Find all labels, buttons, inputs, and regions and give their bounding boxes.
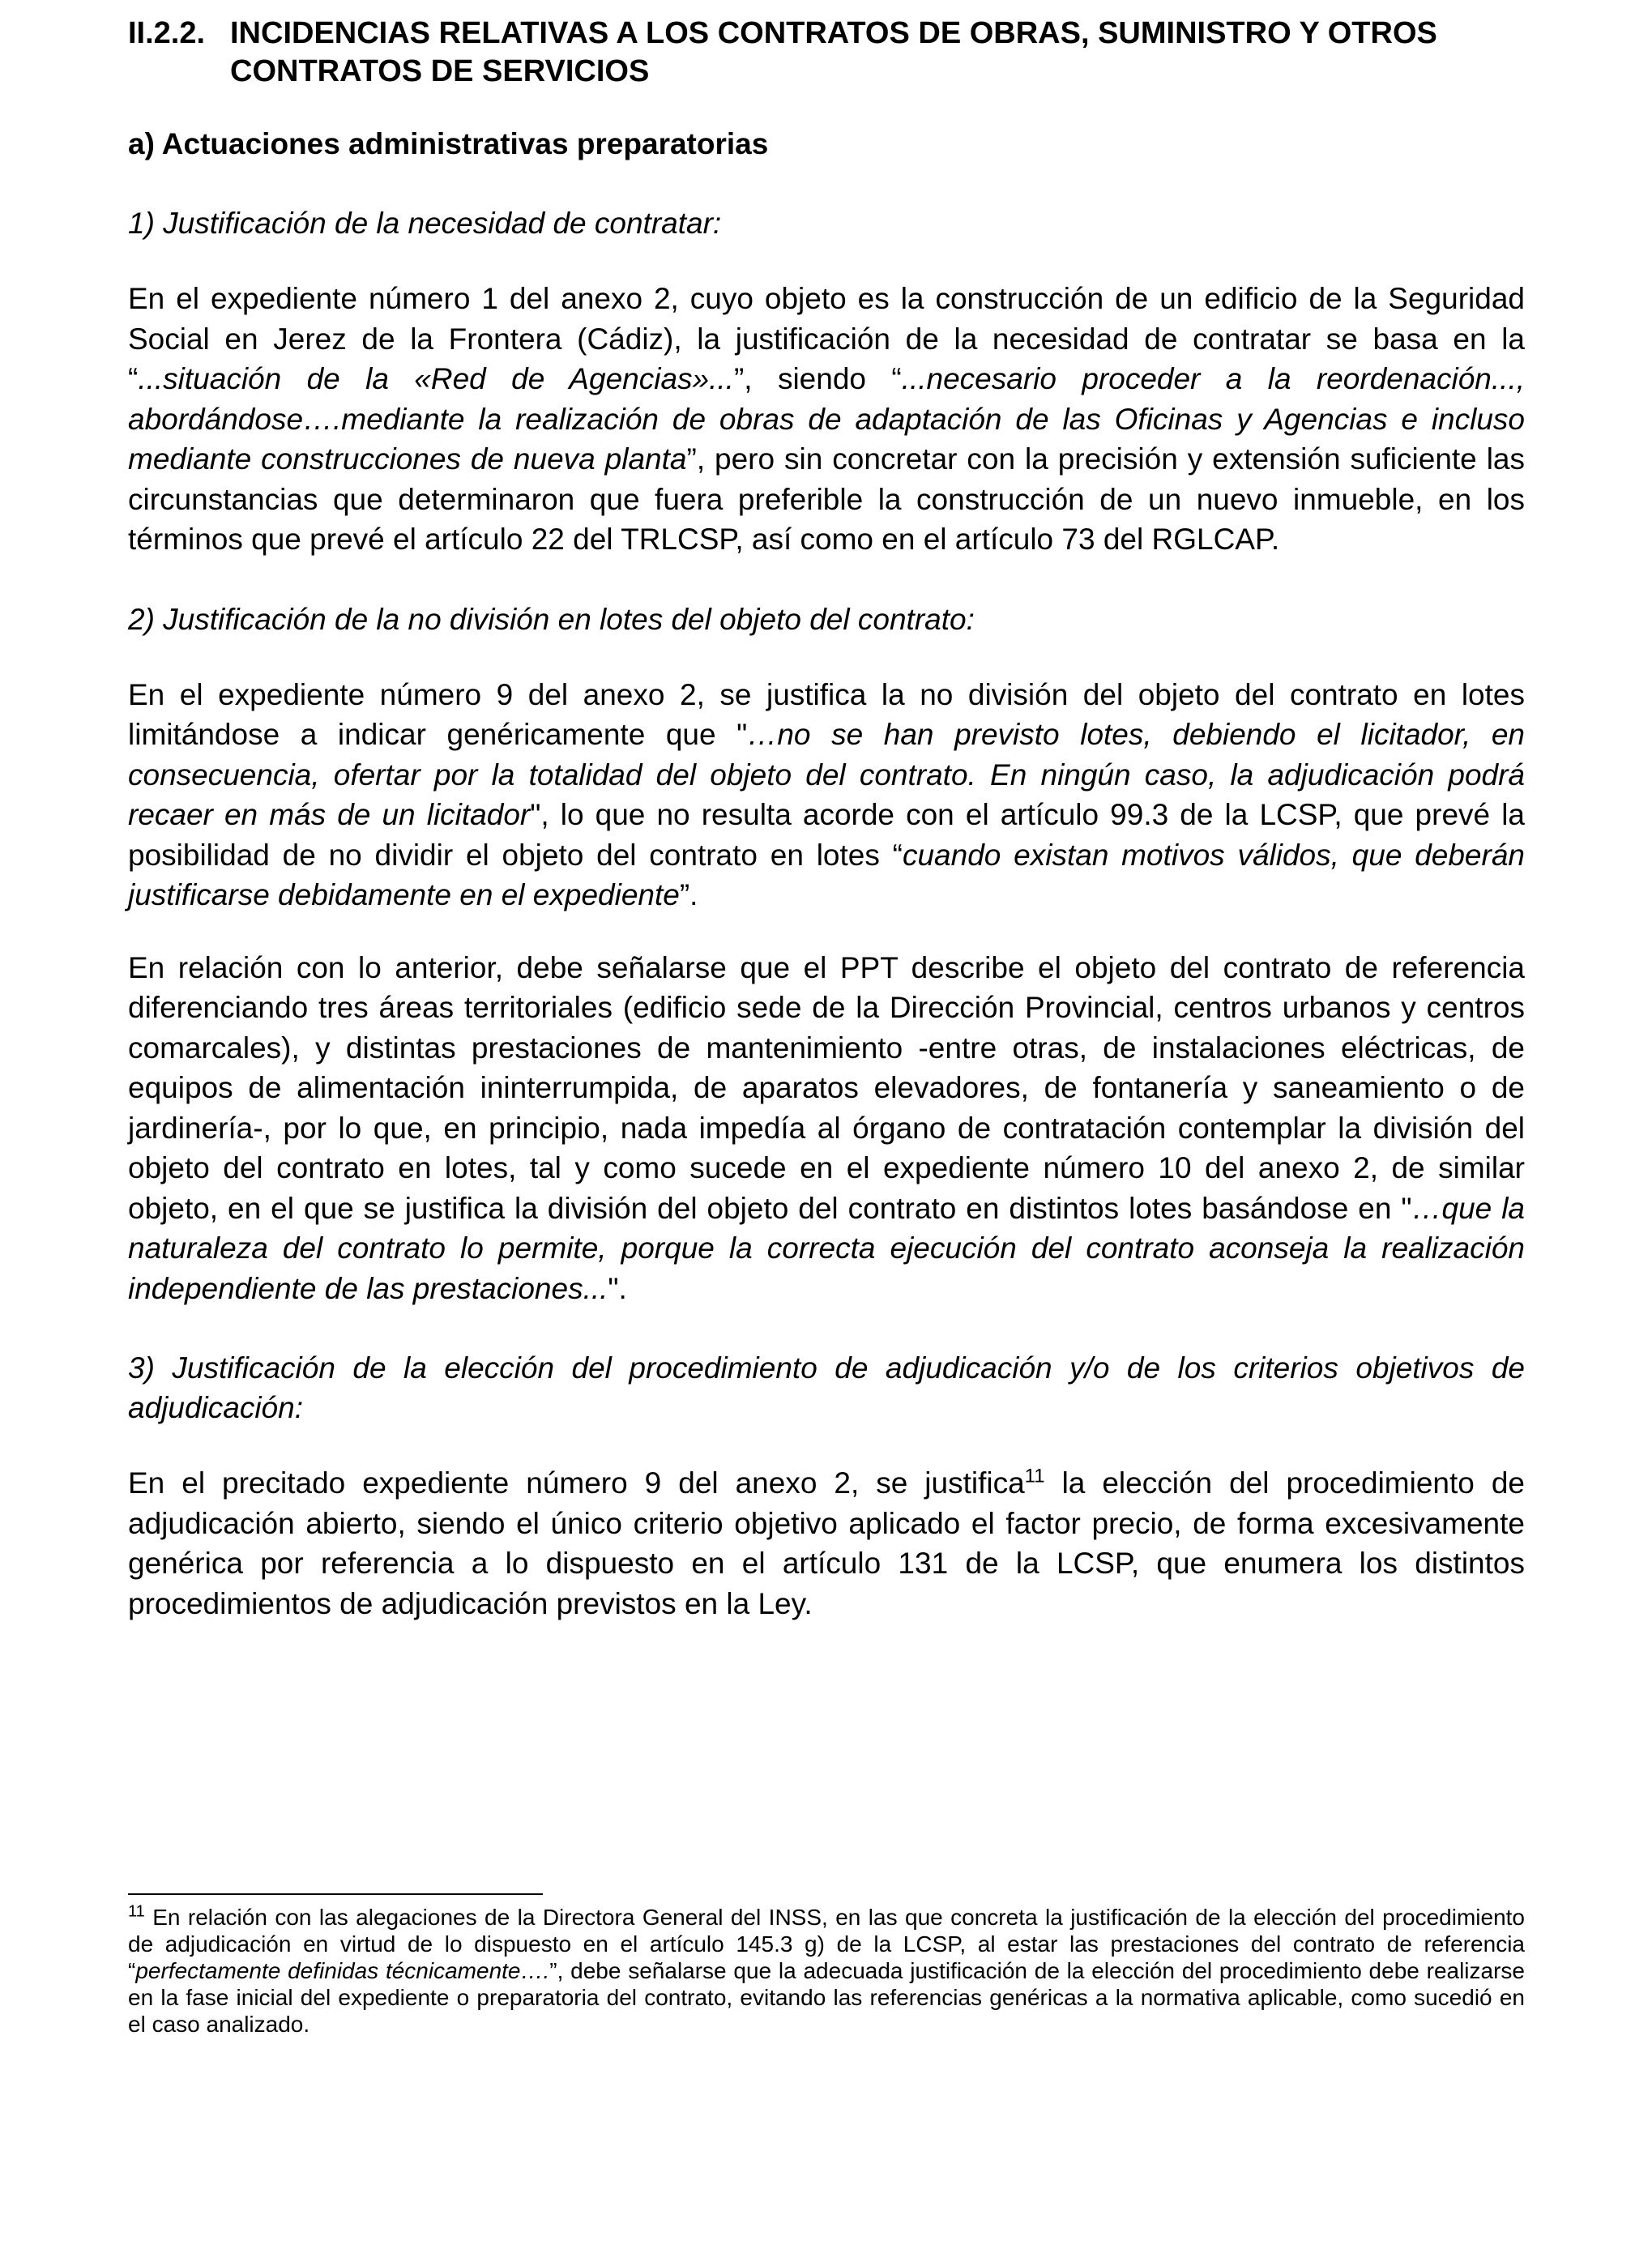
text-run: ", lo que no resulta acorde con el artículo 99.3 de la LCSP, que prevé la posibilidad de no dividir el objeto del contrato en lotes “	[128, 798, 1525, 872]
footnote	[128, 1904, 1525, 2038]
item2-heading: 2) Justificación de la no división en lotes del objeto del contrato:	[128, 602, 975, 636]
section-heading	[128, 15, 1525, 91]
item2-paragraph-2	[128, 948, 1525, 1309]
item1-heading: 1) Justificación de la necesidad de contratar:	[128, 207, 722, 240]
item3-heading: 3) Justificación de la elección del procedimiento de adjudicación y/o de los criterios objetivos de adjudicación:	[128, 1351, 1525, 1424]
text-run: En el expediente número 9 del anexo 2, se justifica la no división del objeto del contrato en lotes limitándose a indicar genéricamente que "	[128, 677, 1525, 751]
item1-paragraph	[128, 279, 1525, 560]
item3-paragraph	[128, 1463, 1525, 1624]
quoted-text: ...necesario proceder a la reordenación..., abordándose….mediante la realización de obras de adaptación de las Oficinas y Agencias e incluso mediante construcciones de nueva planta	[128, 362, 1526, 476]
quoted-text: …no se han previsto lotes, debiendo el licitador, en consecuencia, ofertar por la totalidad del objeto del contrato. En ningún caso, la adjudicación podrá recaer en más de un licitador	[128, 718, 1525, 831]
text-run: ”, pero sin concretar con la precisión y extensión suficiente las circunstancias que determinaron que fuera preferible la construcción de un nuevo inmueble, en los términos que prevé el artículo 22 del TRLCSP, así como en el artículo 73 del RGLCAP.	[128, 442, 1525, 556]
footnote-text: ”, debe señalarse que la adecuada justificación de la elección del procedimiento debe realizarse en la fase inicial del expediente o preparatoria del contrato, evitando las referencias genéricas a la normativa aplicable, como sucedió en el caso analizado.	[128, 1958, 1525, 2037]
text-run: En el precitado expediente número 9 del anexo 2, se justifica	[128, 1466, 1025, 1500]
document-page	[128, 15, 1525, 1624]
footnote-marker: 11	[128, 1902, 145, 1921]
text-run: la elección del procedimiento de adjudicación abierto, siendo el único criterio objetivo aplicado el factor precio, de forma excesivamente genérica por referencia a lo dispuesto en el artículo 131 de la LCSP, que enumera los distintos procedimientos de adjudicación previstos en la Ley.	[128, 1466, 1525, 1620]
footnote-text: En relación con las alegaciones de la Directora General del INSS, en las que concreta la justificación de la elección del procedimiento de adjudicación en virtud de lo dispuesto en el artículo 145.3 g) de la LCSP, al estar las prestaciones del contrato de referencia “	[128, 1905, 1525, 1983]
section-number: II.2.2.	[128, 16, 206, 50]
footnote-quoted-text: perfectamente definidas técnicamente….	[135, 1958, 550, 1983]
footnote-reference[interactable]: 11	[1024, 1465, 1045, 1487]
text-run: En el expediente número 1 del anexo 2, cuyo objeto es la construcción de un edificio de la Seguridad Social en Jerez de la Frontera (Cádiz), la justificación de la necesidad de contratar se basa en la “	[128, 282, 1525, 395]
section-title: INCIDENCIAS RELATIVAS A LOS CONTRATOS DE OBRAS, SUMINISTRO Y OTROS CONTRATOS DE SERVICIOS	[230, 16, 1437, 88]
item2-paragraph-1	[128, 675, 1525, 915]
quoted-text: ...situación de la «Red de Agencias»...	[138, 362, 734, 395]
text-run: ".	[608, 1271, 627, 1305]
subsection-heading: a) Actuaciones administrativas preparatorias	[128, 127, 769, 160]
quoted-text: cuando existan motivos válidos, que deberán justificarse debidamente en el expediente	[128, 838, 1525, 911]
text-run: ”, siendo “	[733, 362, 902, 395]
text-run: ”.	[679, 878, 698, 911]
text-run: En relación con lo anterior, debe señalarse que el PPT describe el objeto del contrato de referencia diferenciando tres áreas territoriales (edificio sede de la Dirección Provincial, centros urbanos y centros comarcales), y distintas prestaciones de mantenimiento -entre otras, de instalaciones eléctricas, de equipos de alimentación ininterrumpida, de aparatos elevadores, de fontanería y saneamiento o de jardinería-, por lo que, en principio, nada impedía al órgano de contratación contemplar la división del objeto del contrato en lotes, tal y como sucede en el expediente número 10 del anexo 2, de similar objeto, en el que se justifica la división del objeto del contrato en distintos lotes basándose en "	[128, 950, 1525, 1225]
footnote-separator	[128, 1893, 543, 1895]
quoted-text: …que la naturaleza del contrato lo permite, porque la correcta ejecución del contrato aconseja la realización independiente de las prestaciones...	[128, 1191, 1525, 1305]
